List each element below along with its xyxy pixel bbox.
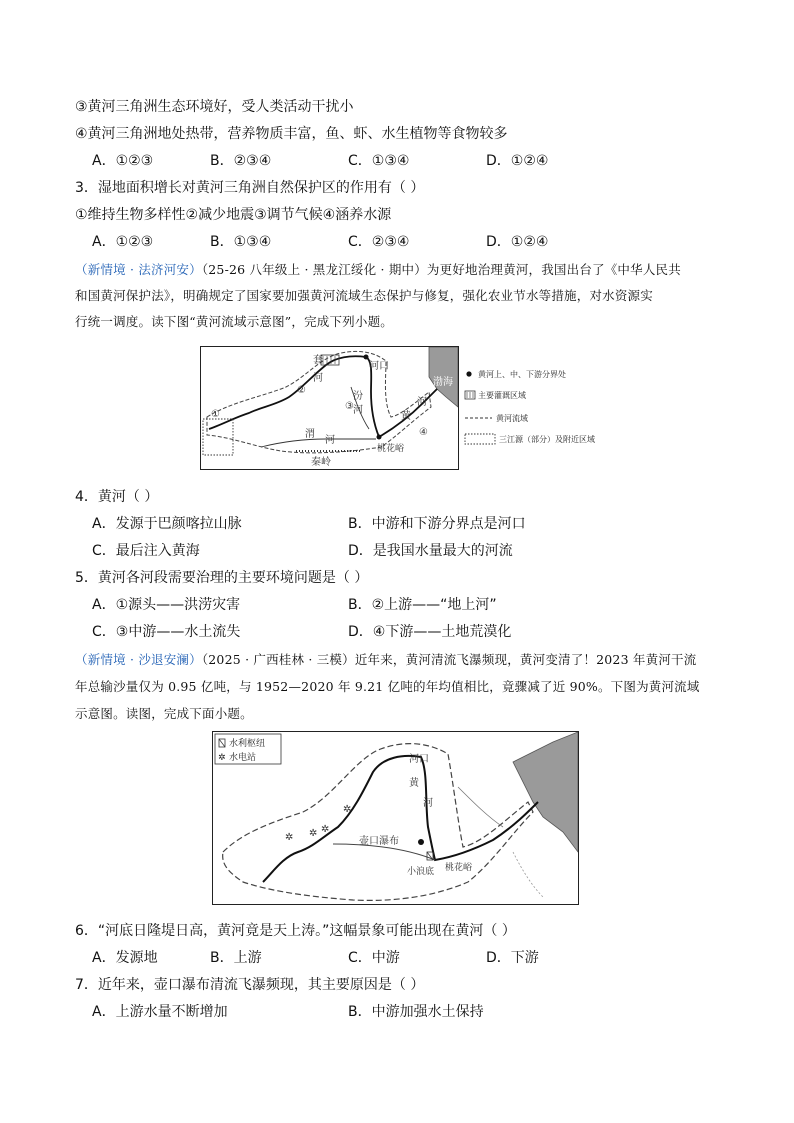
q4-stem: 4．黄河（ ）	[75, 489, 159, 505]
label-qinling: 秦岭	[311, 457, 331, 468]
passage1-line2: 和国黄河保护法》，明确规定了国家要加强黄河流域生态保护与修复，强化农业节水等措施，对水资源实	[75, 288, 653, 303]
tributary-east	[458, 787, 503, 827]
q2-option-d: D．①②④	[486, 153, 549, 169]
hydro-station-marker: ✲	[343, 804, 352, 815]
q7-stem: 7．近年来，壶口瀑布清流飞瀑频现，其主要原因是（ ）	[75, 977, 425, 993]
tributary-southeast	[513, 852, 543, 897]
legend-division-label: 黄河上、中、下游分界处	[478, 370, 566, 379]
yellow-river-map-2-svg	[213, 732, 578, 904]
passage1-line1	[75, 260, 681, 278]
yellow-river-map-1	[200, 346, 459, 470]
q3-option-d: D．①②④	[486, 234, 549, 250]
label-wei: 渭	[305, 429, 315, 440]
q3-items: ①维持生物多样性②减少地震③调节气候④涵养水源	[75, 207, 392, 223]
q4-option-a: A．发源于巴颜喀拉山脉	[92, 516, 242, 532]
q5-option-b: B．②上游——“地上河”	[348, 597, 497, 613]
marker-2: ②	[297, 385, 306, 396]
label-he-1: 河	[313, 373, 323, 384]
label-huang-2: 黄	[409, 778, 419, 789]
label-he-3: 河	[417, 397, 427, 408]
passage2-line3: 示意图。读图，完成下面小题。	[75, 706, 253, 721]
label-he-4: 河	[325, 435, 335, 446]
passage2-text1: （2025 · 广西桂林 · 三模）近年来，黄河清流飞瀑频现，黄河变清了！2023 年黄河干流	[201, 652, 697, 667]
legend-irrigation-label: 主要灌溉区域	[478, 391, 526, 400]
bohai-sea-shape-2	[513, 732, 578, 852]
passage2-tag: （新情境 · 沙退安澜）	[75, 652, 202, 667]
label-taohuayu: 桃花峪	[377, 444, 405, 454]
q2-option-c: C．①③④	[348, 153, 410, 169]
wei-river	[261, 439, 376, 447]
marker-1: ①	[211, 409, 220, 420]
passage2-line1	[75, 650, 696, 668]
legend-source-icon	[465, 434, 495, 444]
hydro-station-icon: ✲	[218, 753, 226, 763]
yellow-river-mainstream	[209, 356, 437, 437]
label-hekou: 河口	[369, 361, 389, 372]
label-huang: 黄	[401, 411, 411, 422]
q4-option-c: C．最后注入黄海	[92, 543, 200, 559]
q6-stem: 6．“河底日隆堤日高，黄河竟是天上涛。”这幅景象可能出现在黄河（ ）	[75, 923, 516, 939]
legend-basin-label: 黄河流域	[496, 414, 528, 423]
q6-option-c: C．中游	[348, 950, 400, 966]
yellow-river-mainstream-2	[263, 756, 538, 882]
map1-legend-svg	[464, 366, 614, 456]
q2-option-a: A．①②③	[92, 153, 154, 169]
label-tao: 套	[313, 355, 323, 366]
legend-source-label: 三江源（部分）及附近区域	[499, 435, 595, 444]
q5-option-c: C．③中游——水土流失	[92, 624, 241, 640]
label-hekou-2: 河口	[409, 754, 429, 765]
q2-item3: ③黄河三角洲生态环境好，受人类活动干扰小	[75, 99, 354, 115]
label-xiaolangdi: 小浪底	[407, 867, 435, 877]
upper-middle-division-point	[364, 355, 369, 360]
q3-option-a: A．①②③	[92, 234, 154, 250]
q7-option-b: B．中游加强水土保持	[348, 1004, 484, 1020]
q6-option-d: D．下游	[486, 950, 539, 966]
label-hukou: 壶口瀑布	[359, 836, 399, 847]
q4-option-d: D．是我国水量最大的河流	[348, 543, 513, 559]
yellow-river-map-1-svg	[201, 347, 458, 469]
q5-option-d: D．④下游——土地荒漠化	[348, 624, 512, 640]
passage1-tag: （新情境 · 法济河安）	[75, 262, 202, 277]
label-taohuayu-2: 桃花峪	[445, 863, 473, 873]
q3-option-c: C．②③④	[348, 234, 410, 250]
label-he-2: 河	[353, 405, 363, 416]
hydro-station-marker: ✲	[309, 828, 318, 839]
hydro-station-marker: ✲	[321, 824, 330, 835]
q6-option-a: A．发源地	[92, 950, 158, 966]
legend-division-icon	[466, 371, 471, 376]
hukou-waterfall-point	[418, 839, 424, 845]
yellow-river-map-2	[212, 731, 579, 905]
legend-hydro-label: 水电站	[229, 753, 257, 763]
q2-option-b: B．②③④	[210, 153, 272, 169]
passage2-line2: 年总输沙量仅为 0.95 亿吨，与 1952—2020 年 9.21 亿吨的年均值相比，竟骤减了近 90%。下图为黄河流域	[75, 679, 700, 694]
legend-dam-label: 水利枢纽	[229, 739, 266, 749]
hydro-station-marker: ✲	[285, 832, 294, 843]
q5-stem: 5．黄河各河段需要治理的主要环境问题是（ ）	[75, 570, 369, 586]
q7-option-a: A．上游水量不断增加	[92, 1004, 228, 1020]
xiaolangdi-dam-slash	[427, 852, 433, 860]
middle-lower-division-point	[377, 435, 382, 440]
basin-boundary	[207, 351, 431, 452]
q3-option-b: B．①③④	[210, 234, 272, 250]
q3-stem: 3．湿地面积增长对黄河三角洲自然保护区的作用有（ ）	[75, 180, 425, 196]
passage1-line3: 行统一调度。读下图“黄河流域示意图”，完成下列小题。	[75, 314, 393, 329]
label-bohai: 渤海	[433, 377, 453, 388]
q6-option-b: B．上游	[210, 950, 262, 966]
label-he-5: 河	[423, 798, 433, 809]
q5-option-a: A．①源头——洪涝灾害	[92, 597, 241, 613]
marker-4: ④	[419, 427, 428, 438]
marker-3: ③	[345, 401, 354, 412]
label-fen: 汾	[353, 391, 363, 402]
q4-option-b: B．中游和下游分界点是河口	[348, 516, 526, 532]
passage1-text1: （25-26 八年级上 · 黑龙江绥化 · 期中）为更好地治理黄河，我国出台了《中华人民共	[201, 262, 681, 277]
map1-legend	[464, 366, 614, 456]
q2-item4: ④黄河三角洲地处热带，营养物质丰富，鱼、虾、水生植物等食物较多	[75, 126, 508, 142]
